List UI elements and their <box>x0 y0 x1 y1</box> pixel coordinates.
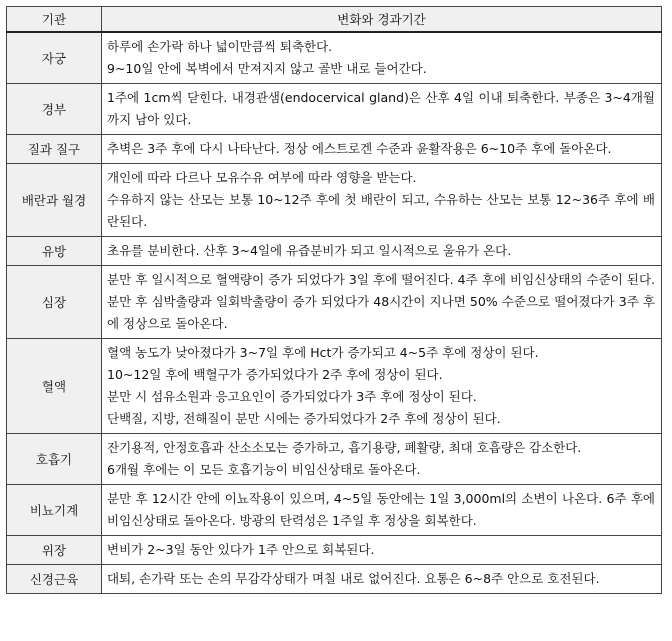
organ-cell: 배란과 월경 <box>7 164 102 237</box>
changes-cell <box>102 339 662 434</box>
changes-line: 단백질, 지방, 전해질이 분만 시에는 증가되었다가 2주 후에 정상이 된다. <box>107 411 501 426</box>
table-row <box>7 237 662 266</box>
changes-cell <box>102 266 662 339</box>
changes-line: 9~10일 안에 복벽에서 만져지지 않고 골반 내로 들어간다. <box>107 61 427 76</box>
organ-cell: 혈액 <box>7 339 102 434</box>
changes-line: 변비가 2~3일 동안 있다가 1주 안으로 회복된다. <box>107 542 375 557</box>
postpartum-changes-document <box>6 6 662 594</box>
organ-cell: 호흡기 <box>7 434 102 485</box>
changes-cell <box>102 434 662 485</box>
table-row <box>7 536 662 565</box>
organ-cell: 경부 <box>7 84 102 135</box>
changes-cell <box>102 536 662 565</box>
table-header <box>7 7 662 33</box>
changes-line: 혈액 농도가 낮아졌다가 3~7일 후에 Hct가 증가되고 4~5주 후에 정상이 된다. <box>107 345 539 360</box>
organ-cell: 자궁 <box>7 32 102 84</box>
changes-line: 잔기용적, 안정호흡과 산소소모는 증가하고, 흡기용량, 폐활량, 최대 호흡량은 감소한다. <box>107 440 582 455</box>
table-row <box>7 266 662 339</box>
organ-cell: 유방 <box>7 237 102 266</box>
table-row <box>7 164 662 237</box>
table-row <box>7 485 662 536</box>
postpartum-changes-table <box>6 6 662 594</box>
changes-cell <box>102 164 662 237</box>
table-row <box>7 339 662 434</box>
header-row <box>7 7 662 33</box>
table-row <box>7 434 662 485</box>
changes-cell <box>102 135 662 164</box>
table-row <box>7 565 662 594</box>
changes-cell <box>102 84 662 135</box>
changes-cell <box>102 32 662 84</box>
table-body <box>7 32 662 594</box>
header-organ: 기관 <box>7 7 102 33</box>
changes-line: 6개월 후에는 이 모든 호흡기능이 비임신상태로 돌아온다. <box>107 462 421 477</box>
changes-line: 대퇴, 손가락 또는 손의 무감각상태가 며칠 내로 없어진다. 요통은 6~8주 안으로 호전된다. <box>107 571 600 586</box>
changes-line: 수유하지 않는 산모는 보통 10~12주 후에 첫 배란이 되고, 수유하는 산모는 보통 12~36주 후에 배란된다. <box>107 192 655 229</box>
changes-cell <box>102 237 662 266</box>
organ-cell: 비뇨기계 <box>7 485 102 536</box>
table-row <box>7 135 662 164</box>
organ-cell: 위장 <box>7 536 102 565</box>
changes-line: 개인에 따라 다르나 모유수유 여부에 따라 영향을 받는다. <box>107 170 417 185</box>
changes-cell <box>102 485 662 536</box>
changes-line: 추벽은 3주 후에 다시 나타난다. 정상 에스트로겐 수준과 윤활작용은 6~10주 후에 돌아온다. <box>107 141 612 156</box>
changes-line: 분만 시 섬유소원과 응고요인이 증가되었다가 3주 후에 정상이 된다. <box>107 389 477 404</box>
header-changes: 변화와 경과기간 <box>102 7 662 33</box>
table-row <box>7 84 662 135</box>
changes-line: 분만 후 일시적으로 혈액량이 증가 되었다가 3일 후에 떨어진다. 4주 후에 비임신상태의 수준이 된다. 분만 후 심박출량과 일회박출량이 증가 되었다가 48시간이 지나면 50% 수준으로 떨어졌다가 3주 후에 정상으로 돌아온다. <box>107 272 655 331</box>
changes-line: 초유를 분비한다. 산후 3~4일에 유즙분비가 되고 일시적으로 울유가 온다. <box>107 243 512 258</box>
changes-cell <box>102 565 662 594</box>
changes-line: 1주에 1cm씩 닫힌다. 내경관샘(endocervical gland)은 산후 4일 이내 퇴축한다. 부종은 3~4개월까지 남아 있다. <box>107 90 655 127</box>
organ-cell: 신경근육 <box>7 565 102 594</box>
changes-line: 하루에 손가락 하나 넓이만큼씩 퇴축한다. <box>107 39 333 54</box>
organ-cell: 심장 <box>7 266 102 339</box>
organ-cell: 질과 질구 <box>7 135 102 164</box>
table-row <box>7 32 662 84</box>
changes-line: 10~12일 후에 백혈구가 증가되었다가 2주 후에 정상이 된다. <box>107 367 443 382</box>
changes-line: 분만 후 12시간 안에 이뇨작용이 있으며, 4~5일 동안에는 1일 3,000ml의 소변이 나온다. 6주 후에 비임신상태로 돌아온다. 방광의 탄력성은 1주일 후 정상을 회복한다. <box>107 491 655 528</box>
